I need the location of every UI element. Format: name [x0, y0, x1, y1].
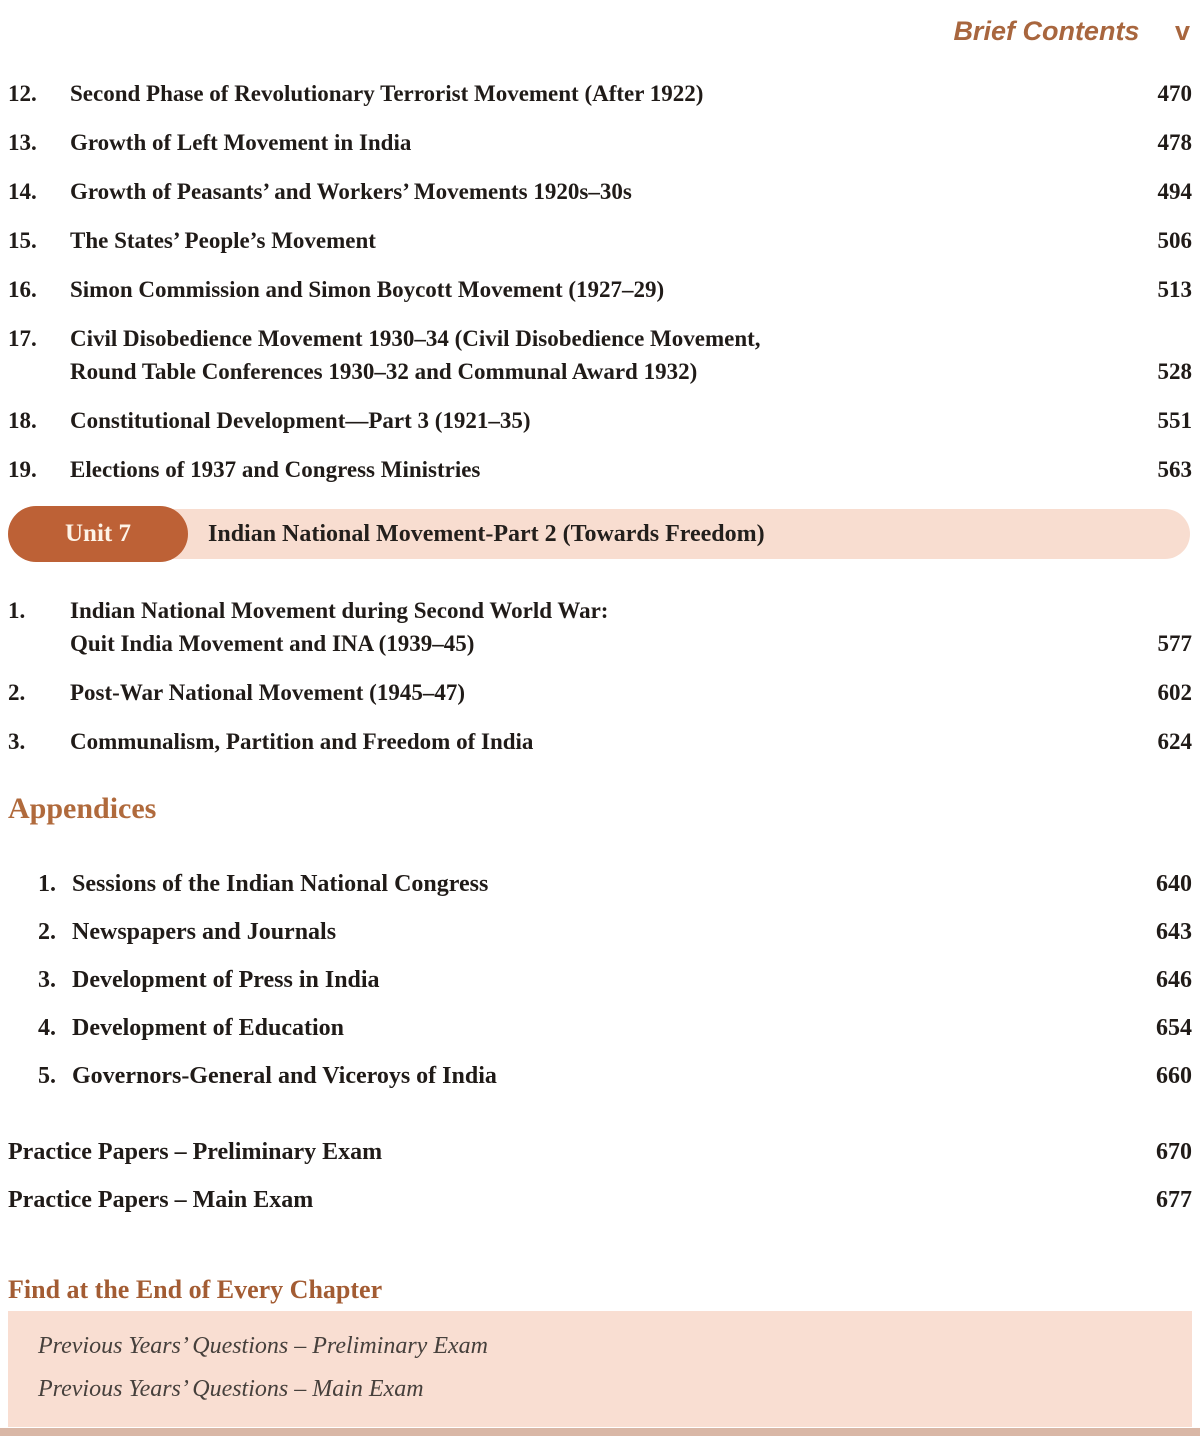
practice-paper-row: [8, 1136, 1192, 1169]
chapter-page: 470: [1157, 81, 1192, 106]
appendix-number: 1.: [38, 871, 56, 897]
toc-row: [8, 126, 1192, 159]
appendix-page: 643: [1156, 919, 1192, 945]
appendix-title: Development of Education: [72, 1015, 344, 1041]
chapter-page: 624: [1157, 729, 1192, 754]
previous-years-line: Previous Years’ Questions – Main Exam: [38, 1376, 424, 1402]
chapter-page: 528: [1157, 359, 1192, 384]
chapter-title-line: Second Phase of Revolutionary Terrorist Movement (After 1922): [70, 81, 704, 106]
chapter-title: [70, 77, 1158, 110]
chapter-number: 2.: [8, 680, 26, 705]
unit-title: Indian National Movement-Part 2 (Towards Freedom): [208, 520, 765, 547]
practice-paper-title: Practice Papers – Preliminary Exam: [8, 1139, 383, 1165]
chapter-title: [70, 725, 1158, 758]
chapter-title: [70, 404, 1158, 437]
page-title: Brief Contents: [953, 16, 1140, 46]
chapter-title: [70, 676, 1158, 709]
chapter-number: 17.: [8, 326, 37, 351]
chapter-title-line: Simon Commission and Simon Boycott Movement (1927–29): [70, 277, 665, 302]
appendix-title: Newspapers and Journals: [72, 919, 337, 945]
appendix-number: 3.: [38, 967, 56, 993]
toc-row: [8, 453, 1192, 486]
chapter-title-line: Communalism, Partition and Freedom of India: [70, 729, 534, 754]
toc-row: [8, 77, 1192, 110]
find-at-end-heading: Find at the End of Every Chapter: [8, 1275, 383, 1304]
chapter-title-line: Growth of Peasants’ and Workers’ Movements 1920s–30s: [70, 179, 632, 204]
appendix-title: Governors-General and Viceroys of India: [72, 1063, 497, 1089]
practice-paper-page: 670: [1156, 1139, 1192, 1165]
appendix-page: 660: [1156, 1063, 1192, 1089]
chapter-number: 16.: [8, 277, 37, 302]
chapter-page: 551: [1157, 408, 1192, 433]
chapter-page: 577: [1157, 631, 1192, 656]
unit-banner: [8, 506, 1192, 562]
appendix-row: [8, 868, 1192, 900]
chapter-number: 1.: [8, 598, 26, 623]
chapter-title-line: The States’ People’s Movement: [70, 228, 376, 253]
appendix-number: 5.: [38, 1063, 56, 1089]
chapter-title-line: Growth of Left Movement in India: [70, 130, 412, 155]
chapter-page: 513: [1157, 277, 1192, 302]
chapter-title: [70, 594, 1158, 660]
chapter-page: 506: [1157, 228, 1192, 253]
chapter-number: 12.: [8, 81, 37, 106]
practice-paper-row: [8, 1184, 1192, 1217]
chapter-title: [70, 175, 1158, 208]
appendix-row: [8, 1060, 1192, 1092]
appendix-row: [8, 1012, 1192, 1044]
appendix-title: Sessions of the Indian National Congress: [72, 871, 489, 897]
toc-row: [8, 322, 1192, 388]
appendix-row: [8, 916, 1192, 948]
chapter-title-line: Civil Disobedience Movement 1930–34 (Civil Disobedience Movement,: [70, 326, 761, 351]
chapter-title: [70, 126, 1158, 159]
chapter-number: 15.: [8, 228, 37, 253]
chapter-title: [70, 322, 1158, 388]
chapter-title-line: Post-War National Movement (1945–47): [70, 680, 465, 705]
unit-badge: Unit 7: [8, 506, 188, 562]
practice-paper-title: Practice Papers – Main Exam: [8, 1187, 314, 1213]
previous-years-questions-box: [8, 1311, 1192, 1427]
chapter-page: 602: [1157, 680, 1192, 705]
appendix-row: [8, 964, 1192, 996]
appendix-page: 646: [1156, 967, 1192, 993]
toc-row: [8, 175, 1192, 208]
page-number-roman: v: [1174, 16, 1190, 46]
table-of-contents: [0, 47, 1200, 1427]
chapter-title-line: Quit India Movement and INA (1939–45): [70, 631, 475, 656]
chapter-number: 14.: [8, 179, 37, 204]
toc-row: [8, 404, 1192, 437]
previous-years-line: Previous Years’ Questions – Preliminary Exam: [38, 1333, 488, 1359]
toc-row: [8, 273, 1192, 306]
chapter-number: 18.: [8, 408, 37, 433]
practice-papers: [8, 1136, 1192, 1217]
chapter-number: 19.: [8, 457, 37, 482]
toc-row: [8, 725, 1192, 758]
chapter-title-line: Indian National Movement during Second World War:: [70, 598, 609, 623]
chapter-page: 563: [1157, 457, 1192, 482]
chapter-title-line: Elections of 1937 and Congress Ministries: [70, 457, 481, 482]
chapter-number: 3.: [8, 729, 26, 754]
page-header: [0, 0, 1200, 47]
chapter-title: [70, 453, 1158, 486]
chapter-title: [70, 273, 1158, 306]
chapter-title: [70, 224, 1158, 257]
chapter-title-line: Constitutional Development—Part 3 (1921–35): [70, 408, 531, 433]
practice-paper-page: 677: [1156, 1187, 1192, 1213]
appendices-heading: Appendices: [8, 792, 157, 825]
chapter-title-line: Round Table Conferences 1930–32 and Communal Award 1932): [70, 359, 698, 384]
appendix-title: Development of Press in India: [72, 967, 380, 993]
toc-row: [8, 224, 1192, 257]
page-bottom-edge: [0, 1428, 1200, 1436]
appendix-page: 654: [1156, 1015, 1192, 1041]
chapter-page: 478: [1157, 130, 1192, 155]
appendix-number: 4.: [38, 1015, 56, 1041]
appendix-number: 2.: [38, 919, 56, 945]
toc-row: [8, 594, 1192, 660]
chapter-page: 494: [1157, 179, 1192, 204]
toc-row: [8, 676, 1192, 709]
appendix-page: 640: [1156, 871, 1192, 897]
chapter-number: 13.: [8, 130, 37, 155]
